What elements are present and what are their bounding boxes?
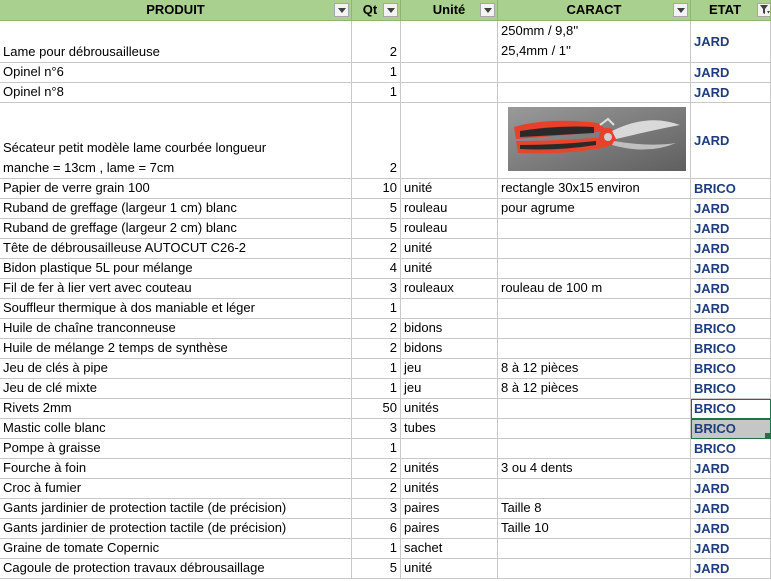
- cell-etat[interactable]: BRICO: [691, 439, 771, 459]
- filter-dropdown-button[interactable]: [480, 3, 495, 17]
- table-row: [0, 319, 771, 339]
- cell-produit[interactable]: Huile de mélange 2 temps de synthèse: [0, 339, 352, 359]
- cell-qt[interactable]: 5: [352, 199, 401, 219]
- cell-produit[interactable]: Opinel n°8: [0, 83, 352, 103]
- cell-etat[interactable]: BRICO: [691, 319, 771, 339]
- cell-unite[interactable]: tubes: [401, 419, 498, 439]
- cell-produit[interactable]: Bidon plastique 5L pour mélange: [0, 259, 352, 279]
- cell-produit[interactable]: Graine de tomate Copernic: [0, 539, 352, 559]
- cell-caract[interactable]: [498, 239, 691, 259]
- cell-produit[interactable]: Ruband de greffage (largeur 1 cm) blanc: [0, 199, 352, 219]
- cell-etat[interactable]: JARD: [691, 479, 771, 499]
- cell-caract[interactable]: [498, 299, 691, 319]
- cell-etat[interactable]: BRICO: [691, 339, 771, 359]
- header-caract-label: CARACT: [566, 2, 622, 17]
- cell-unite[interactable]: unité: [401, 559, 498, 579]
- cell-unite[interactable]: paires: [401, 499, 498, 519]
- cell-etat-selected[interactable]: [691, 419, 771, 439]
- cell-unite[interactable]: unité: [401, 239, 498, 259]
- chevron-down-icon: [387, 8, 395, 13]
- cell-produit[interactable]: Fourche à foin: [0, 459, 352, 479]
- table-row: [0, 379, 771, 399]
- cell-unite[interactable]: bidons: [401, 319, 498, 339]
- caract-line: 250mm / 9,8'': [501, 23, 579, 38]
- cell-qt[interactable]: 1: [352, 539, 401, 559]
- cell-qt[interactable]: 1: [352, 379, 401, 399]
- table-row: [0, 103, 771, 179]
- cell-unite[interactable]: paires: [401, 519, 498, 539]
- cell-qt[interactable]: 2: [352, 479, 401, 499]
- cell-etat[interactable]: JARD: [691, 299, 771, 319]
- cell-caract[interactable]: [498, 83, 691, 103]
- cell-caract[interactable]: 8 à 12 pièces: [498, 359, 691, 379]
- cell-caract[interactable]: [498, 319, 691, 339]
- fill-handle[interactable]: [765, 433, 770, 438]
- cell-produit[interactable]: Rivets 2mm: [0, 399, 352, 419]
- table-row: [0, 279, 771, 299]
- header-qt-label: Qt: [362, 2, 378, 17]
- cell-caract[interactable]: rouleau de 100 m: [498, 279, 691, 299]
- table-row: [0, 439, 771, 459]
- table-row: [0, 559, 771, 579]
- cell-etat[interactable]: JARD: [691, 499, 771, 519]
- cell-etat-value: BRICO: [694, 420, 736, 436]
- cell-qt[interactable]: 5: [352, 219, 401, 239]
- table-row: [0, 399, 771, 419]
- cell-qt[interactable]: 1: [352, 439, 401, 459]
- cell-produit[interactable]: Croc à fumier: [0, 479, 352, 499]
- cell-etat[interactable]: JARD: [691, 559, 771, 579]
- cell-etat[interactable]: JARD: [691, 219, 771, 239]
- cell-qt[interactable]: 4: [352, 259, 401, 279]
- cell-qt[interactable]: 2: [352, 339, 401, 359]
- cell-unite[interactable]: [401, 63, 498, 83]
- cell-unite[interactable]: rouleau: [401, 199, 498, 219]
- cell-caract[interactable]: [498, 259, 691, 279]
- cell-qt[interactable]: 2: [352, 319, 401, 339]
- cell-etat[interactable]: JARD: [691, 83, 771, 103]
- cell-qt[interactable]: 50: [352, 399, 401, 419]
- cell-qt[interactable]: 2: [352, 21, 401, 63]
- cell-qt[interactable]: 1: [352, 299, 401, 319]
- table-row: [0, 419, 771, 439]
- table-row: [0, 179, 771, 199]
- cell-qt[interactable]: 2: [352, 239, 401, 259]
- cell-unite[interactable]: jeu: [401, 379, 498, 399]
- cell-qt[interactable]: 2: [352, 459, 401, 479]
- header-caract[interactable]: [498, 0, 691, 21]
- cell-unite[interactable]: unité: [401, 259, 498, 279]
- cell-qt[interactable]: 1: [352, 83, 401, 103]
- cell-unite[interactable]: sachet: [401, 539, 498, 559]
- cell-etat[interactable]: JARD: [691, 539, 771, 559]
- cell-etat[interactable]: JARD: [691, 519, 771, 539]
- cell-etat[interactable]: BRICO: [691, 359, 771, 379]
- cell-produit[interactable]: Jeu de clé mixte: [0, 379, 352, 399]
- table-row: [0, 519, 771, 539]
- table-row: [0, 459, 771, 479]
- cell-produit[interactable]: Gants jardinier de protection tactile (de précision): [0, 519, 352, 539]
- cell-unite[interactable]: [401, 83, 498, 103]
- cell-produit[interactable]: Cagoule de protection travaux débrousaillage: [0, 559, 352, 579]
- cell-etat[interactable]: JARD: [691, 259, 771, 279]
- cell-produit[interactable]: Souffleur thermique à dos maniable et léger: [0, 299, 352, 319]
- produit-line: manche = 13cm , lame = 7cm: [3, 160, 175, 175]
- cell-caract[interactable]: Taille 10: [498, 519, 691, 539]
- table-row: [0, 21, 771, 63]
- cell-caract[interactable]: [498, 419, 691, 439]
- cell-qt[interactable]: 2: [352, 103, 401, 179]
- cell-caract[interactable]: [498, 399, 691, 419]
- cell-produit[interactable]: Huile de chaîne tranconneuse: [0, 319, 352, 339]
- secateur-photo[interactable]: [508, 107, 686, 171]
- cell-etat[interactable]: JARD: [691, 21, 771, 63]
- chevron-down-icon: [338, 8, 346, 13]
- table-row: [0, 239, 771, 259]
- header-produit-label: PRODUIT: [146, 2, 205, 17]
- chevron-down-icon: [484, 8, 492, 13]
- cell-caract[interactable]: [498, 559, 691, 579]
- table-row: [0, 479, 771, 499]
- cell-produit[interactable]: [0, 103, 352, 179]
- cell-produit[interactable]: Gants jardinier de protection tactile (de précision): [0, 499, 352, 519]
- cell-etat[interactable]: BRICO: [691, 399, 771, 419]
- table-row: [0, 299, 771, 319]
- cell-unite[interactable]: [401, 439, 498, 459]
- cell-etat[interactable]: BRICO: [691, 379, 771, 399]
- table-row: [0, 219, 771, 239]
- cell-produit[interactable]: Ruband de greffage (largeur 2 cm) blanc: [0, 219, 352, 239]
- cell-produit[interactable]: Lame pour débrousailleuse: [0, 21, 352, 63]
- cell-caract[interactable]: Taille 8: [498, 499, 691, 519]
- cell-qt[interactable]: 1: [352, 63, 401, 83]
- cell-produit[interactable]: Jeu de clés à pipe: [0, 359, 352, 379]
- cell-caract[interactable]: [498, 103, 691, 179]
- cell-produit[interactable]: Tête de débrousailleuse AUTOCUT C26-2: [0, 239, 352, 259]
- produit-line: Sécateur petit modèle lame courbée longueur: [3, 140, 267, 155]
- table-row: [0, 199, 771, 219]
- cell-caract[interactable]: [498, 219, 691, 239]
- cell-caract[interactable]: [498, 439, 691, 459]
- header-unite[interactable]: [401, 0, 498, 21]
- cell-unite[interactable]: unités: [401, 479, 498, 499]
- cell-unite[interactable]: unité: [401, 179, 498, 199]
- cell-unite[interactable]: bidons: [401, 339, 498, 359]
- header-etat-label: ETAT: [709, 2, 742, 17]
- cell-qt[interactable]: 3: [352, 279, 401, 299]
- filter-dropdown-button[interactable]: [673, 3, 688, 17]
- cell-unite[interactable]: unités: [401, 459, 498, 479]
- cell-produit[interactable]: Mastic colle blanc: [0, 419, 352, 439]
- filter-active-button[interactable]: [757, 3, 771, 17]
- cell-produit[interactable]: Pompe à graisse: [0, 439, 352, 459]
- cell-caract[interactable]: [498, 539, 691, 559]
- chevron-down-icon: [677, 8, 685, 13]
- filter-dropdown-button[interactable]: [383, 3, 398, 17]
- cell-etat[interactable]: JARD: [691, 279, 771, 299]
- filter-icon: [760, 5, 770, 15]
- filter-dropdown-button[interactable]: [334, 3, 349, 17]
- cell-etat[interactable]: JARD: [691, 239, 771, 259]
- cell-caract[interactable]: [498, 63, 691, 83]
- cell-etat[interactable]: JARD: [691, 459, 771, 479]
- header-qt[interactable]: [352, 0, 401, 21]
- cell-unite[interactable]: rouleaux: [401, 279, 498, 299]
- table-row: [0, 63, 771, 83]
- cell-produit[interactable]: Fil de fer à lier vert avec couteau: [0, 279, 352, 299]
- table-row: [0, 499, 771, 519]
- header-etat[interactable]: [691, 0, 771, 21]
- cell-etat[interactable]: JARD: [691, 103, 771, 179]
- table-row: [0, 259, 771, 279]
- table-row: [0, 339, 771, 359]
- cell-qt[interactable]: 10: [352, 179, 401, 199]
- caract-line: 25,4mm / 1'': [501, 43, 571, 58]
- cell-unite[interactable]: jeu: [401, 359, 498, 379]
- table-row: [0, 83, 771, 103]
- cell-etat[interactable]: JARD: [691, 199, 771, 219]
- cell-unite[interactable]: unités: [401, 399, 498, 419]
- cell-produit[interactable]: Papier de verre grain 100: [0, 179, 352, 199]
- header-produit[interactable]: [0, 0, 352, 21]
- cell-unite[interactable]: [401, 103, 498, 179]
- cell-caract[interactable]: 8 à 12 pièces: [498, 379, 691, 399]
- cell-caract[interactable]: [498, 339, 691, 359]
- cell-caract[interactable]: rectangle 30x15 environ: [498, 179, 691, 199]
- cell-qt[interactable]: 1: [352, 359, 401, 379]
- cell-etat[interactable]: JARD: [691, 63, 771, 83]
- cell-unite[interactable]: [401, 299, 498, 319]
- header-unite-label: Unité: [432, 2, 466, 17]
- cell-unite[interactable]: rouleau: [401, 219, 498, 239]
- cell-qt[interactable]: 3: [352, 419, 401, 439]
- table-row: [0, 539, 771, 559]
- cell-caract[interactable]: [498, 479, 691, 499]
- cell-caract[interactable]: pour agrume: [498, 199, 691, 219]
- cell-qt[interactable]: 6: [352, 519, 401, 539]
- cell-etat[interactable]: BRICO: [691, 179, 771, 199]
- cell-qt[interactable]: 5: [352, 559, 401, 579]
- cell-qt[interactable]: 3: [352, 499, 401, 519]
- cell-produit[interactable]: Opinel n°6: [0, 63, 352, 83]
- header-row: [0, 0, 771, 21]
- cell-caract[interactable]: [498, 21, 691, 63]
- cell-unite[interactable]: [401, 21, 498, 63]
- table-row: [0, 359, 771, 379]
- cell-caract[interactable]: 3 ou 4 dents: [498, 459, 691, 479]
